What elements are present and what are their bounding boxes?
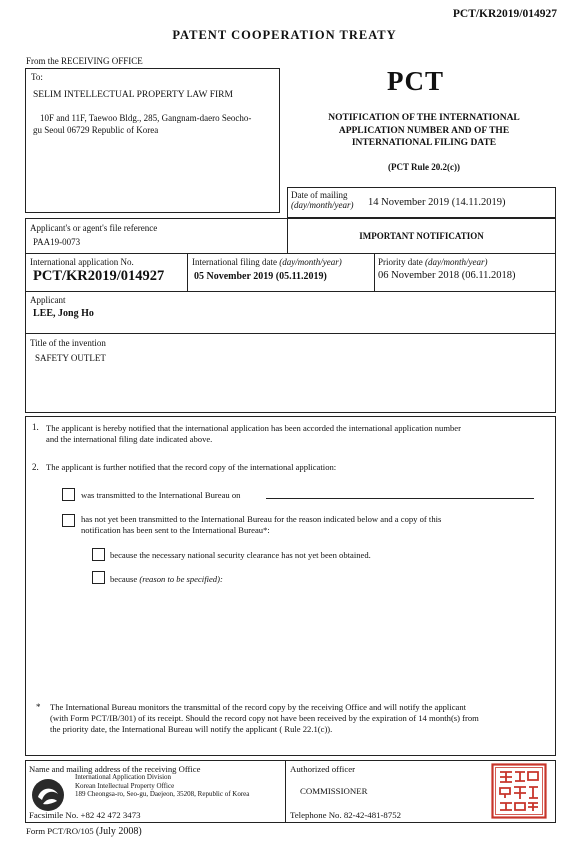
transmitted-checkbox[interactable]: [62, 488, 75, 501]
item-1-line-1: The applicant is hereby notified that the international application has been accorded the international application number: [46, 423, 461, 433]
filing-date-label-text: International filing date: [192, 257, 277, 267]
applicant-name: LEE, Jong Ho: [33, 308, 94, 319]
authorized-officer-label: Authorized officer: [290, 764, 356, 774]
priority-date-label-format: (day/month/year): [425, 257, 488, 267]
other-reason-label: [110, 574, 223, 584]
footnote-line-3: the priority date, the International Bureau will notify the applicant ( Rule 22.1(c)).: [50, 724, 333, 734]
office-line-1: International Application Division: [75, 773, 172, 781]
to-address-1: 10F and 11F, Taewoo Bldg., 285, Gangnam-daero Seocho-: [40, 113, 252, 123]
officer-name: COMMISSIONER: [300, 786, 368, 796]
mailing-address-label: Name and mailing address of the receiving Office: [29, 764, 201, 774]
other-reason-checkbox[interactable]: [92, 571, 105, 584]
notification-title: [300, 112, 548, 150]
security-clearance-label: because the necessary national security clearance has not yet been obtained.: [110, 550, 371, 560]
mailing-date: 14 November 2019 (14.11.2019): [368, 197, 506, 208]
mailing-label-format: (day/month/year): [291, 200, 354, 210]
important-notification: IMPORTANT NOTIFICATION: [359, 231, 484, 241]
facsimile: Facsimile No. +82 42 472 3473: [29, 810, 141, 820]
other-reason-prefix: because: [110, 574, 138, 584]
other-reason-specify: (reason to be specified):: [139, 574, 223, 584]
to-label: To:: [31, 72, 43, 82]
intl-app-label: International application No.: [30, 257, 134, 267]
notification-line-2: APPLICATION NUMBER AND OF THE: [338, 125, 510, 136]
to-address-2: gu Seoul 06729 Republic of Korea: [33, 125, 159, 135]
footnote-line-2: (with Form PCT/IB/301) of its receipt. Should the record copy not have been received by the expiration of 14 month(s) from: [50, 713, 479, 723]
file-ref-label: Applicant's or agent's file reference: [30, 223, 158, 233]
application-details-box: [25, 218, 556, 413]
priority-date: 06 November 2018 (06.11.2018): [378, 270, 516, 281]
transmitted-label: was transmitted to the International Bureau on: [81, 490, 241, 500]
page-title: PATENT COOPERATION TREATY: [172, 28, 397, 42]
priority-date-label: [378, 257, 487, 267]
transmitted-date-line: [266, 498, 534, 499]
filing-date-label: [192, 257, 342, 267]
footnote-line-1: The International Bureau monitors the transmittal of the record copy by the receiving Office and will notify the applicant: [50, 702, 467, 712]
filing-date-label-format: (day/month/year): [279, 257, 342, 267]
invention-label: Title of the invention: [30, 338, 106, 348]
file-ref-value: PAA19-0073: [33, 237, 81, 247]
item-1-number: 1.: [32, 422, 39, 432]
not-transmitted-line-2: notification has been sent to the International Bureau*:: [81, 525, 270, 535]
applicant-label: Applicant: [30, 295, 66, 305]
security-clearance-checkbox[interactable]: [92, 548, 105, 561]
from-office: From the RECEIVING OFFICE: [26, 56, 143, 66]
form-date: (July 2008): [95, 826, 142, 837]
not-transmitted-checkbox[interactable]: [62, 514, 75, 527]
invention-title: SAFETY OUTLET: [35, 353, 106, 363]
mailing-label: Date of mailing: [291, 190, 348, 200]
filing-date: 05 November 2019 (05.11.2019): [194, 271, 327, 282]
telephone: Telephone No. 82-42-481-8752: [290, 810, 402, 820]
not-transmitted-line-1: has not yet been transmitted to the International Bureau for the reason indicated below and a copy of this: [81, 514, 442, 524]
kipo-logo-icon: [31, 778, 65, 812]
office-line-2: Korean Intellectual Property Office: [75, 781, 175, 790]
intl-app-number: PCT/KR2019/014927: [33, 268, 165, 284]
office-address: [75, 773, 249, 799]
doc-number: PCT/KR2019/014927: [452, 8, 557, 20]
form-id: [26, 826, 142, 837]
footnote-star: *: [36, 702, 41, 712]
notification-line-1: NOTIFICATION OF THE INTERNATIONAL: [328, 113, 520, 123]
priority-date-label-text: Priority date: [378, 257, 423, 267]
official-seal: [491, 763, 547, 819]
item-2-number: 2.: [32, 462, 39, 472]
to-firm: SELIM INTELLECTUAL PROPERTY LAW FIRM: [33, 90, 233, 100]
item-1-line-2: and the international filing date indicated above.: [46, 434, 213, 444]
pct-rule: (PCT Rule 20.2(c)): [387, 162, 461, 172]
office-line-3: 189 Cheongsa-ro, Seo-gu, Daejeon, 35208, Republic of Korea: [75, 790, 250, 798]
form-number: Form PCT/RO/105: [26, 826, 94, 836]
item-2-text: The applicant is further notified that the record copy of the international application:: [46, 462, 337, 472]
notification-line-3: INTERNATIONAL FILING DATE: [351, 138, 497, 148]
pct-logo: PCT: [387, 66, 444, 96]
